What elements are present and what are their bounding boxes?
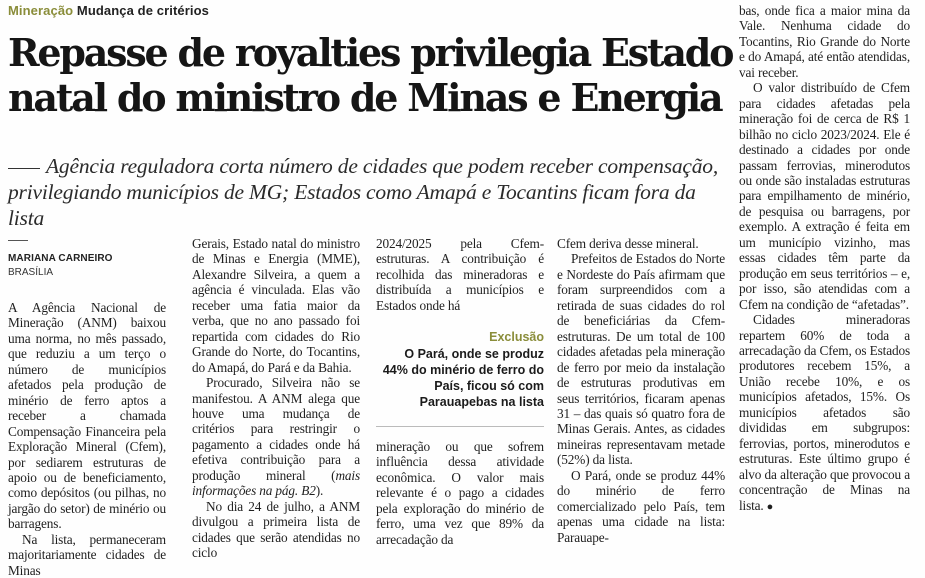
article-column-4 (557, 236, 725, 545)
body-paragraph: mineração ou que sofrem influência dessa atividade econômica. O valor mais relevante é o pago a cidades pela exploração do minério de ferro, uma vez que 89% da arrecadação da (376, 439, 544, 547)
article-column-3-top (376, 236, 544, 313)
body-paragraph: No dia 24 de julho, a ANM divulgou a primeira lista de cidades que serão atendidas no ciclo (192, 498, 360, 561)
body-paragraph: A Agência Nacional de Mineração (ANM) baixou uma norma, no mês passado, que reduziu a um terço o número de municípios afetados pela produção de minério de ferro aptos a receber a chamada Compensação Financeira pela Exploração Mineral (Cfem), por sediarem estruturas de apoio ou de beneficiamento, como depósitos (ou pilhas, no jargão do setor) de minério ou barragens. (8, 300, 166, 532)
body-paragraph (192, 375, 360, 499)
deck-text: Agência reguladora corta número de cidades que podem receber compensação, privilegiando municípios de MG; Estados como Amapá e Tocantins ficam fora da lista (8, 154, 719, 230)
body-paragraph: Prefeitos de Estados do Norte e Nordeste do País afirmam que foram surpreendidos com a retirada de suas cidades do rol de beneficiárias da Cfem-estruturas. De um total de 100 cidades afetadas pela mineração de ferro por meio da instalação de estruturas produtivas em seus territórios, ficaram apenas 31 – das quais só quatro fora de Minas Gerais. Antes, as cidades mineiras representavam metade (52%) da lista. (557, 251, 725, 468)
deck-rule (8, 168, 40, 169)
body-text: ). (315, 483, 324, 499)
body-text: Procurado, Silveira não se manifestou. A ANM alega que houve uma mudança de critérios para restringir o pagamento a cidades onde há efetiva contribuição para a produção mineral ( (192, 375, 360, 483)
body-paragraph: Cfem deriva desse mineral. (557, 236, 699, 251)
body-paragraph: bas, onde fica a maior mina da Vale. Nenhuma cidade do Tocantins, Rio Grande do Norte e do Amapá, até então atendidas, vai receber. (739, 3, 910, 80)
deck (8, 153, 733, 231)
article-column-2 (192, 236, 360, 561)
pullquote-rule (376, 426, 544, 427)
section-label: Mineração (8, 3, 74, 18)
body-paragraph (739, 312, 910, 515)
article-column-5 (739, 3, 910, 515)
author-name: MARIANA CARNEIRO (8, 253, 113, 264)
byline-rule (8, 240, 28, 241)
page-reference: mais informações na pág. B2 (192, 467, 360, 499)
topic-label: Mudança de critérios (76, 3, 209, 18)
body-paragraph: Na lista, permaneceram majoritariamente cidades de Minas (8, 531, 166, 578)
body-paragraph: 2024/2025 pela Cfem-estruturas. A contribuição é recolhida das mineradoras e distribuída a municípios e Estados onde há (376, 236, 544, 313)
headline: Repasse de royalties privilegia Estado natal do ministro de Minas e Energia (8, 30, 733, 120)
body-paragraph: Gerais, Estado natal do ministro de Minas e Energia (MME), Alexandre Silveira, a quem a agência é vinculada. Elas vão receber uma fatia maior da verba, que no ano passado foi repartida com cidades do Rio Grande do Norte, do Tocantins, do Amapá, do Pará e da Bahia. (192, 236, 360, 375)
body-paragraph: O Pará, onde se produz 44% do minério de ferro comercializado pelo País, tem apenas uma cidade na lista: Parauape- (557, 467, 725, 545)
article-column-1 (8, 300, 166, 578)
pullquote-label: Exclusão (489, 330, 544, 344)
body-paragraph: O valor distribuído de Cfem para cidades afetadas pela mineração foi de cerca de R$ 1 bilhão no ciclo 2023/2024. Ele é destinado a cidades por onde passam ferrovias, minerodutos ou onde são instaladas estruturas para empilhamento de minério, de pesquisa ou barragens, por exemplo. A extração é feita em um município vizinho, mas essas cidades têm parte da produção em seus territórios – e, por isso, são atendidas com a Cfem na condição de “afetadas”. (739, 80, 910, 312)
dateline-location: BRASÍLIA (8, 267, 54, 278)
end-mark-icon: ● (766, 500, 774, 513)
article-column-3-bottom (376, 439, 544, 547)
section-kicker (8, 3, 209, 18)
body-text: Cidades mineradoras repartem 60% de toda a arrecadação da Cfem, os Estados produtores recebem 15%, a União recebe 10%, e os municípios afetados, 15%. Os municípios afetados são divididas em subgrupos: ferrovias, portos, minerodutos e estruturas. Este último grupo é alvo da alteração que provocou a concentração de Minas na lista. (739, 312, 910, 513)
pullquote-text: O Pará, onde se produz 44% do minério de ferro do País, ficou só com Parauapebas na lista (382, 347, 544, 409)
